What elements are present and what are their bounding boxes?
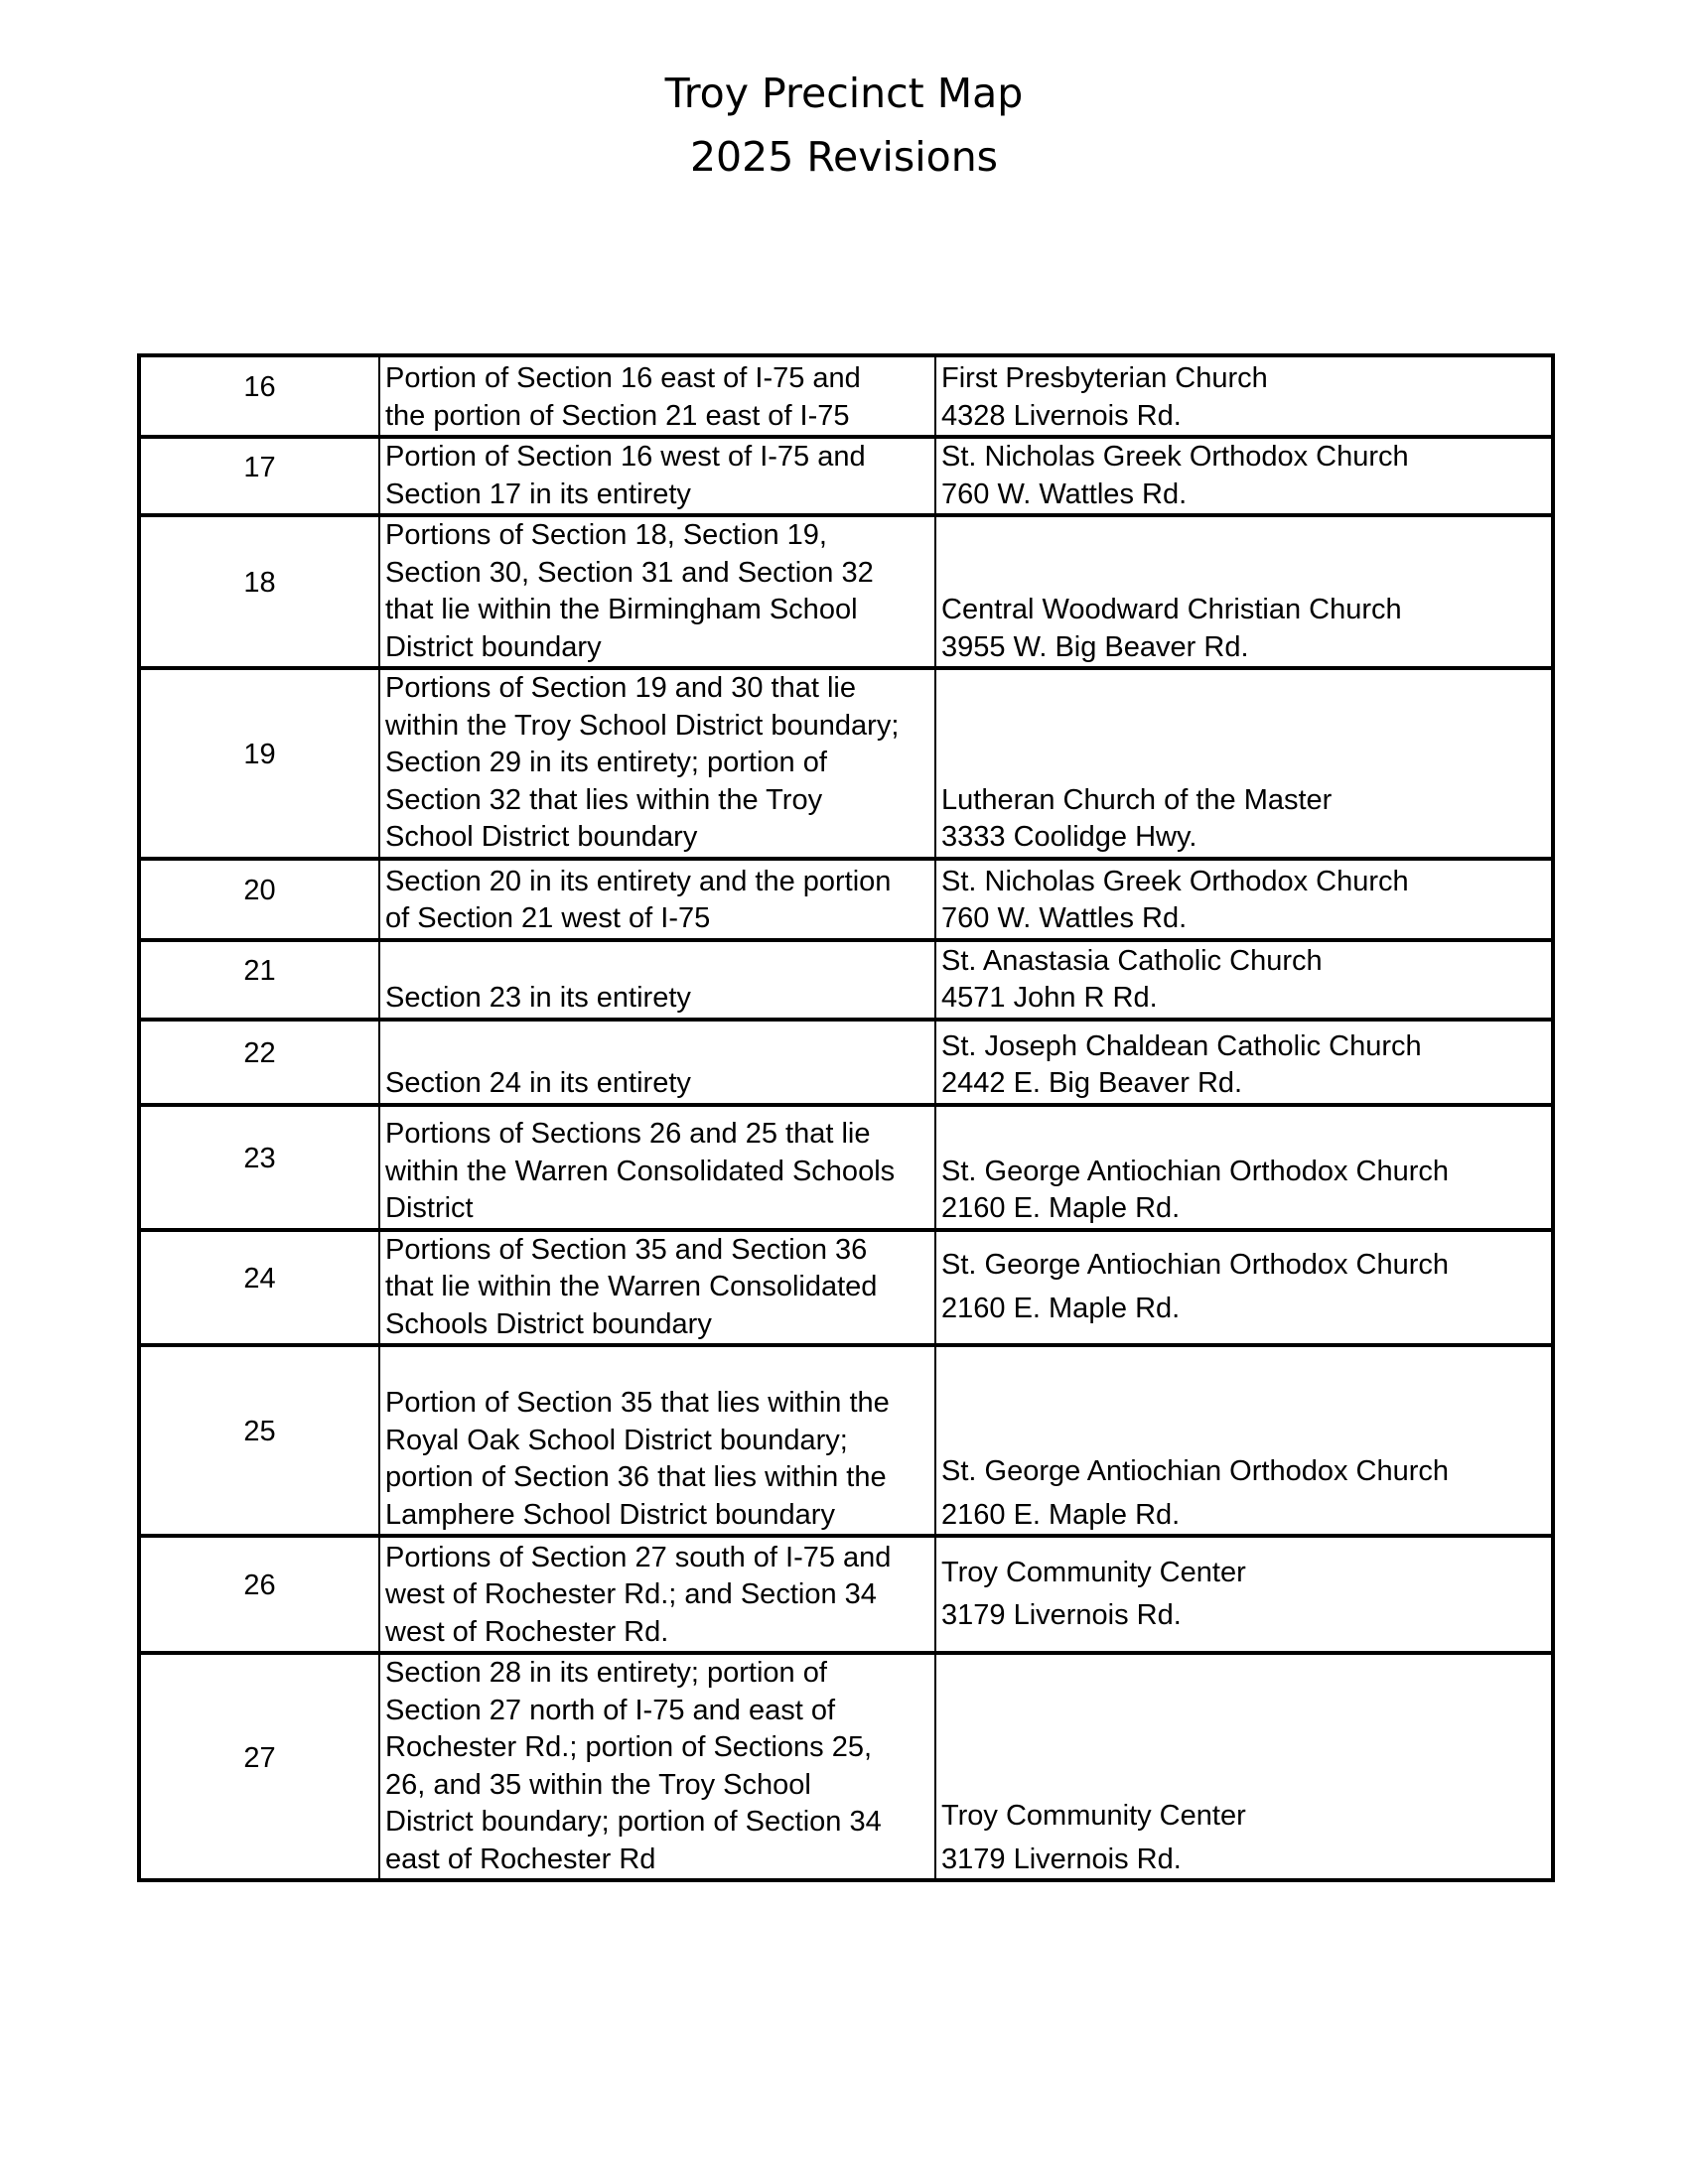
location-address: 3179 Livernois Rd. bbox=[941, 1599, 1182, 1631]
location-address: 760 W. Wattles Rd. bbox=[941, 902, 1188, 934]
title-line-2: 2025 Revisions bbox=[689, 133, 999, 181]
precinct-description bbox=[379, 1230, 935, 1346]
table-row bbox=[139, 859, 1553, 940]
precinct-number: 17 bbox=[139, 437, 379, 515]
location-address: 2160 E. Maple Rd. bbox=[941, 1192, 1181, 1224]
precinct-description bbox=[379, 668, 935, 859]
polling-location bbox=[935, 1536, 1553, 1653]
location-name: St. Nicholas Greek Orthodox Church bbox=[941, 441, 1409, 473]
table-row bbox=[139, 1653, 1553, 1880]
table-row bbox=[139, 1536, 1553, 1653]
location-address: 760 W. Wattles Rd. bbox=[941, 478, 1188, 510]
description-line: School District boundary bbox=[385, 821, 698, 853]
location-name: Central Woodward Christian Church bbox=[941, 594, 1402, 625]
description-line: that lie within the Warren Consolidated bbox=[385, 1271, 878, 1302]
description-line: Section 27 north of I-75 and east of bbox=[385, 1694, 836, 1726]
description-line: Schools District boundary bbox=[385, 1307, 712, 1340]
location-name: St. Joseph Chaldean Catholic Church bbox=[941, 1029, 1422, 1062]
location-name: St. Anastasia Catholic Church bbox=[941, 944, 1323, 977]
description-line: 26, and 35 within the Troy School bbox=[385, 1768, 811, 1801]
table-row bbox=[139, 355, 1553, 437]
precinct-number: 25 bbox=[139, 1345, 379, 1536]
description-line: Lamphere School District boundary bbox=[385, 1498, 835, 1531]
precinct-number: 24 bbox=[139, 1230, 379, 1346]
location-name: St. George Antiochian Orthodox Church bbox=[941, 1155, 1450, 1187]
precinct-description bbox=[379, 1105, 935, 1230]
location-name: St. George Antiochian Orthodox Church bbox=[941, 1455, 1450, 1487]
description-line: Section 24 in its entirety bbox=[385, 1067, 691, 1099]
description-line: Section 29 in its entirety; portion of bbox=[385, 747, 827, 778]
description-line: Section 30, Section 31 and Section 32 bbox=[385, 556, 874, 589]
description-line: that lie within the Birmingham School bbox=[385, 594, 858, 625]
location-address: 2442 E. Big Beaver Rd. bbox=[941, 1067, 1243, 1099]
precinct-description bbox=[379, 1536, 935, 1653]
precinct-description bbox=[379, 940, 935, 1020]
location-name: St. Nicholas Greek Orthodox Church bbox=[941, 865, 1409, 897]
description-line: east of Rochester Rd bbox=[385, 1843, 656, 1875]
location-name: Troy Community Center bbox=[941, 1556, 1246, 1588]
table-row bbox=[139, 515, 1553, 668]
table-row bbox=[139, 940, 1553, 1020]
description-line: within the Troy School District boundary; bbox=[385, 709, 900, 742]
polling-location bbox=[935, 1653, 1553, 1880]
polling-location bbox=[935, 1020, 1553, 1105]
table-row bbox=[139, 668, 1553, 859]
location-address: 3333 Coolidge Hwy. bbox=[941, 821, 1197, 853]
polling-location bbox=[935, 1345, 1553, 1536]
location-address: 2160 E. Maple Rd. bbox=[941, 1292, 1181, 1324]
table-row bbox=[139, 1345, 1553, 1536]
location-name: First Presbyterian Church bbox=[941, 362, 1268, 394]
description-line: portion of Section 36 that lies within the bbox=[385, 1461, 887, 1493]
precinct-description bbox=[379, 1653, 935, 1880]
location-address: 4328 Livernois Rd. bbox=[941, 399, 1182, 432]
location-address: 3179 Livernois Rd. bbox=[941, 1843, 1182, 1875]
precinct-number: 22 bbox=[139, 1020, 379, 1105]
precinct-description bbox=[379, 1345, 935, 1536]
description-line: Portions of Section 27 south of I-75 and bbox=[385, 1541, 892, 1573]
description-line: Royal Oak School District boundary; bbox=[385, 1424, 848, 1456]
description-line: Section 17 in its entirety bbox=[385, 478, 691, 510]
location-name: Troy Community Center bbox=[941, 1800, 1246, 1832]
description-line: Rochester Rd.; portion of Sections 25, bbox=[385, 1731, 873, 1763]
precinct-number: 16 bbox=[139, 355, 379, 437]
precinct-number: 21 bbox=[139, 940, 379, 1020]
precinct-number: 26 bbox=[139, 1536, 379, 1653]
description-line: District boundary; portion of Section 34 bbox=[385, 1806, 882, 1838]
description-line: Section 28 in its entirety; portion of bbox=[385, 1657, 827, 1689]
description-line: of Section 21 west of I-75 bbox=[385, 902, 711, 934]
description-line: Portion of Section 35 that lies within the bbox=[385, 1387, 890, 1419]
location-address: 3955 W. Big Beaver Rd. bbox=[941, 630, 1249, 663]
precinct-number: 23 bbox=[139, 1105, 379, 1230]
description-line: District bbox=[385, 1192, 474, 1224]
description-line: Portions of Section 35 and Section 36 bbox=[385, 1233, 868, 1266]
precinct-number: 18 bbox=[139, 515, 379, 668]
document-title bbox=[0, 62, 1688, 189]
description-line: District boundary bbox=[385, 630, 602, 663]
description-line: Portion of Section 16 east of I-75 and bbox=[385, 362, 861, 394]
table-row bbox=[139, 1020, 1553, 1105]
location-name: St. George Antiochian Orthodox Church bbox=[941, 1249, 1450, 1282]
location-address: 4571 John R Rd. bbox=[941, 982, 1158, 1014]
polling-location bbox=[935, 859, 1553, 940]
table-row bbox=[139, 437, 1553, 515]
polling-location bbox=[935, 515, 1553, 668]
precinct-number: 27 bbox=[139, 1653, 379, 1880]
description-line: west of Rochester Rd. bbox=[385, 1615, 669, 1648]
table-row bbox=[139, 1230, 1553, 1346]
location-name: Lutheran Church of the Master bbox=[941, 783, 1333, 816]
title-line-1: Troy Precinct Map bbox=[664, 69, 1024, 117]
description-line: the portion of Section 21 east of I-75 bbox=[385, 399, 850, 432]
description-line: Portion of Section 16 west of I-75 and bbox=[385, 441, 866, 473]
precinct-number: 20 bbox=[139, 859, 379, 940]
description-line: Portions of Section 18, Section 19, bbox=[385, 519, 827, 551]
precinct-description bbox=[379, 355, 935, 437]
table-row bbox=[139, 1105, 1553, 1230]
polling-location bbox=[935, 668, 1553, 859]
polling-location bbox=[935, 940, 1553, 1020]
polling-location bbox=[935, 1105, 1553, 1230]
precinct-table bbox=[137, 353, 1555, 1882]
description-line: within the Warren Consolidated Schools bbox=[385, 1155, 896, 1187]
precinct-description bbox=[379, 437, 935, 515]
description-line: Section 23 in its entirety bbox=[385, 982, 691, 1014]
polling-location bbox=[935, 355, 1553, 437]
precinct-description bbox=[379, 1020, 935, 1105]
location-address: 2160 E. Maple Rd. bbox=[941, 1498, 1181, 1531]
description-line: Section 20 in its entirety and the portion bbox=[385, 865, 892, 897]
description-line: Section 32 that lies within the Troy bbox=[385, 783, 823, 816]
precinct-number: 19 bbox=[139, 668, 379, 859]
precinct-description bbox=[379, 859, 935, 940]
description-line: Portions of Sections 26 and 25 that lie bbox=[385, 1118, 871, 1150]
precinct-description bbox=[379, 515, 935, 668]
description-line: Portions of Section 19 and 30 that lie bbox=[385, 672, 856, 704]
polling-location bbox=[935, 1230, 1553, 1346]
description-line: west of Rochester Rd.; and Section 34 bbox=[385, 1578, 877, 1610]
polling-location bbox=[935, 437, 1553, 515]
